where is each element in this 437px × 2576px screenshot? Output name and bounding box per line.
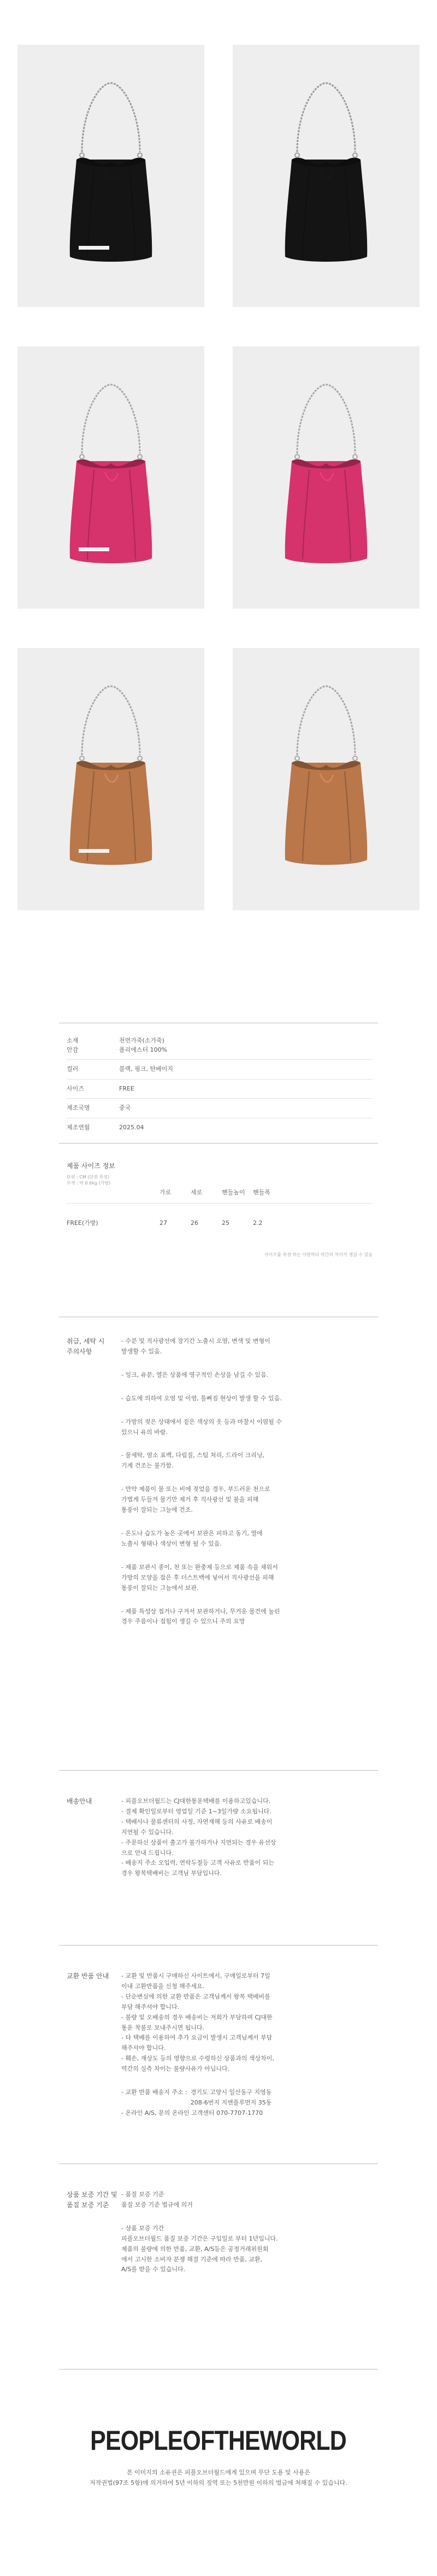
exchange-item: - 단순변심에 의한 교환 반품은 고객님께서 왕복 택배비를 부담 해주셔야 합니다. xyxy=(121,1993,270,2011)
care-item: - 제품 특성상 접거나 구겨서 보관하거나, 무거운 물건에 눌린 경우 주름이나 접힘이 생길 수 있으니 주의 요망 xyxy=(121,1607,280,1625)
photo-row-pink xyxy=(0,346,437,609)
strap-ring xyxy=(80,455,84,459)
size-value-cell: 27 xyxy=(160,1219,167,1227)
bag-photo-pink-back xyxy=(233,346,420,609)
photo-row-brown xyxy=(0,648,437,910)
warranty-item: - 품질 보증 기준 품질 보증 기준 법규에 의거 xyxy=(121,2191,193,2208)
chain-strap xyxy=(82,83,140,152)
spec-value: 2025.04 xyxy=(119,1123,144,1131)
bag-image-pink xyxy=(233,346,420,609)
bag-logo-tag xyxy=(79,849,109,853)
spec-row xyxy=(67,1118,373,1137)
strap-ring xyxy=(138,153,142,157)
bag-photo-black-front xyxy=(17,45,204,307)
size-weight-note: 무게 : 약 0.6kg (가방) xyxy=(67,1181,111,1186)
chain-strap xyxy=(82,686,140,755)
bag-image-brown xyxy=(233,648,420,910)
size-header-cell: 세로 xyxy=(191,1189,203,1196)
delivery-item: - 택배사나 물류센터의 사정, 자연재해 등의 사유로 배송이 지연될 수 있습니다. xyxy=(121,1818,273,1836)
size-header-cell: 핸들높이 xyxy=(222,1189,245,1196)
section-divider xyxy=(59,1945,378,1946)
exchange-item: - 교환 및 반품시 구매하신 사이트에서, 구매일로부터 7일 이내 고환반품을 신청 해주세요. xyxy=(121,1972,270,1990)
care-item: - 가방의 젖은 상태에서 짙은 색상의 옷 등과 마찰시 이염될 수 있으니 유의 바람. xyxy=(121,1418,282,1436)
size-table-row xyxy=(67,1203,373,1228)
size-info xyxy=(67,1161,373,1258)
warranty-list xyxy=(121,2190,373,2288)
spec-row xyxy=(67,1080,373,1099)
section-divider xyxy=(59,1770,378,1771)
brand-footer xyxy=(0,2420,437,2488)
size-value-cell: 25 xyxy=(222,1219,229,1227)
strap-ring xyxy=(295,153,299,157)
size-value-cell: 2.2 xyxy=(253,1219,263,1227)
spec-value: 천연가죽(소가죽) 폴리에스터 100% xyxy=(119,1037,168,1053)
care-item: - 잉크, 유분, 열은 상품에 영구적인 손상을 남길 수 있음. xyxy=(121,1371,269,1378)
exchange-item: - 타 택배를 이용하여 추가 요금이 발생시 고객님께서 부담 해주셔야 합니다. xyxy=(121,2034,273,2052)
exchange-item: - 훼손, 재상도 등의 영향으로 수령하신 상품과의 색상차이, 역간의 실측 차이는 불량사유가 아닙니다. xyxy=(121,2055,274,2073)
exchange-item: - 불량 및 오배송의 경우 배송비는 저희가 부담하며 CJ대한 통운 착불로 보내주시면 됩니다. xyxy=(121,2013,273,2031)
delivery-item: - 배송지 주소 오입력, 연락두절등 고객 사유로 반품이 되는 경우 왕복택배비는 고객님 부담입니다. xyxy=(121,1859,274,1877)
return-address-value: 경기도 고양시 일산동구 지영동 208-6번지 지엔플루먼지 35동 xyxy=(190,2089,272,2106)
spec-row xyxy=(67,1060,373,1080)
care-item: - 온도나 습도가 높은 곳에서 보관은 피하고 동기, 열에 노출시 형태나 색상이 변형 될 수 있음. xyxy=(121,1529,263,1547)
spec-label: 컬러 xyxy=(67,1065,79,1072)
spec-label: 사이즈 xyxy=(67,1084,84,1092)
size-table xyxy=(67,1188,373,1228)
return-address-label: - 교환 반품 배송지 주소 : xyxy=(121,2089,187,2096)
strap-ring xyxy=(295,756,299,761)
care-item: - 수분 및 직사광선에 장기간 노출시 오염, 변색 및 변형이 발생할 수 있음. xyxy=(121,1337,270,1355)
delivery-section xyxy=(67,1796,373,1879)
bag-image-black xyxy=(233,45,420,307)
delivery-item: - 결제 확인일로부터 영업일 기준 1~3일가량 소요됩니다. xyxy=(121,1807,271,1815)
care-item: - 습도에 의하여 오염 및 이염, 틀뻐짐 현상이 발생 할 수 있음. xyxy=(121,1394,282,1402)
size-row-name: FREE(가방) xyxy=(67,1219,98,1227)
product-photo-grid xyxy=(0,0,437,910)
strap-ring xyxy=(80,153,84,157)
photo-row-black xyxy=(0,45,437,307)
chain-strap xyxy=(297,385,355,453)
care-item: - 제품 보관시 종이, 천 또는 완충제 등으로 제품 속을 채워서 가방의 모양을 잡은 후 더스트백에 넣어서 직사광선을 피해 통풍이 잘되는 그늘에서 보관. xyxy=(121,1563,278,1591)
spec-label: 제조연월 xyxy=(67,1123,90,1131)
strap-ring xyxy=(353,153,357,157)
delivery-item: - 피플오브더월드는 CJ대한통운택배를 이용하고있습니다. xyxy=(121,1797,271,1805)
size-title: 제품 사이즈 정보 xyxy=(67,1162,115,1170)
spec-label: 제조국명 xyxy=(67,1104,90,1111)
care-label: 취급, 세탁 시 주의사항 xyxy=(67,1337,105,1355)
spec-value: FREE xyxy=(119,1084,134,1092)
online-cs: - 온라인 A/S, 문의 온라인 고객센터 070-7707-1770 xyxy=(121,2109,263,2117)
brand-logo: PEOPLEOFTHEWORLD xyxy=(90,2425,347,2456)
exchange-section xyxy=(67,1971,373,2119)
size-value-cell: 26 xyxy=(191,1219,198,1227)
bag-logo-tag xyxy=(79,246,109,250)
warranty-label: 상품 보증 기간 및 품질 보증 기준 xyxy=(67,2191,117,2209)
delivery-label: 배송안내 xyxy=(67,1797,92,1805)
spec-row xyxy=(67,1031,373,1060)
size-footnote: 사이즈를 측정 하는 사람마다 약간의 차이가 생길 수 있음 xyxy=(264,1252,373,1258)
bag-photo-brown-front xyxy=(17,648,204,910)
size-header-cell: 가로 xyxy=(160,1189,172,1196)
warranty-item: - 상품 보증 기간 피플오브더월드 품질 보증 기간은 구입일로 부터 1년입니다. 제품의 불량에 의한 반품, 교환, A/S등은 공정거래위원회 에서 고시한 소비자 분쟁 해결 기준에 따라 반품, 교환, A/S를 받을 수 있습니다. xyxy=(121,2224,278,2273)
size-header-cell: 핸들폭 xyxy=(253,1189,270,1196)
exchange-list xyxy=(121,1971,373,2119)
bag-image-pink xyxy=(17,346,204,609)
chain-strap xyxy=(82,385,140,453)
bag-logo-tag xyxy=(79,547,109,551)
spec-value: 블랙, 핑크, 탄베이지 xyxy=(119,1065,173,1072)
bag-body xyxy=(285,160,368,262)
strap-ring xyxy=(80,756,84,761)
spec-table xyxy=(67,1031,373,1137)
spec-label: 소재 안감 xyxy=(67,1037,79,1053)
strap-ring xyxy=(138,455,142,459)
bag-image-black xyxy=(17,45,204,307)
strap-ring xyxy=(295,455,299,459)
size-table-header xyxy=(67,1188,373,1198)
bag-body xyxy=(285,461,368,563)
bag-photo-pink-front xyxy=(17,346,204,609)
spec-row xyxy=(67,1099,373,1118)
strap-ring xyxy=(353,455,357,459)
strap-ring xyxy=(138,756,142,761)
care-section xyxy=(67,1336,373,1640)
care-item: - 만약 제품이 물 또는 비에 젖었을 경우, 부드러운 천으로 가볍게 두들겨 물기만 제거 후 직사광선 및 불을 피해 통풍이 잘되는 그늘에 건조. xyxy=(121,1486,270,1514)
chain-strap xyxy=(297,83,355,152)
care-item: - 물세탁, 염소 표백, 다림질, 스팀 처리, 드라이 크리닝, 기계 건조는 불가함. xyxy=(121,1452,264,1470)
size-unit-note: 단위 : CM (단위 측정) xyxy=(67,1175,109,1180)
spec-value: 중국 xyxy=(119,1104,131,1111)
copyright-note: 본 이미지의 소유권은 피플오브더월드에게 있으며 무단 도용 및 사용은 저작권법(97조 5항)에 의거하여 5년 이하의 징역 또는 5천만원 이하의 벌금에 처해질 수 있습니다. xyxy=(90,2469,347,2486)
exchange-label: 교환 반품 안내 xyxy=(67,1972,109,1980)
bag-photo-black-back xyxy=(233,45,420,307)
bag-image-brown xyxy=(17,648,204,910)
care-list xyxy=(121,1336,373,1640)
delivery-list xyxy=(121,1796,373,1879)
chain-strap xyxy=(297,686,355,755)
return-address xyxy=(121,2088,373,2108)
delivery-item: - 주문하신 상품이 출고가 불가하거나 지연되는 경우 유선상 으로 안내 드립니다. xyxy=(121,1838,276,1856)
warranty-section xyxy=(67,2190,373,2288)
bag-photo-brown-back xyxy=(233,648,420,910)
bag-body xyxy=(285,763,368,865)
strap-ring xyxy=(353,756,357,761)
